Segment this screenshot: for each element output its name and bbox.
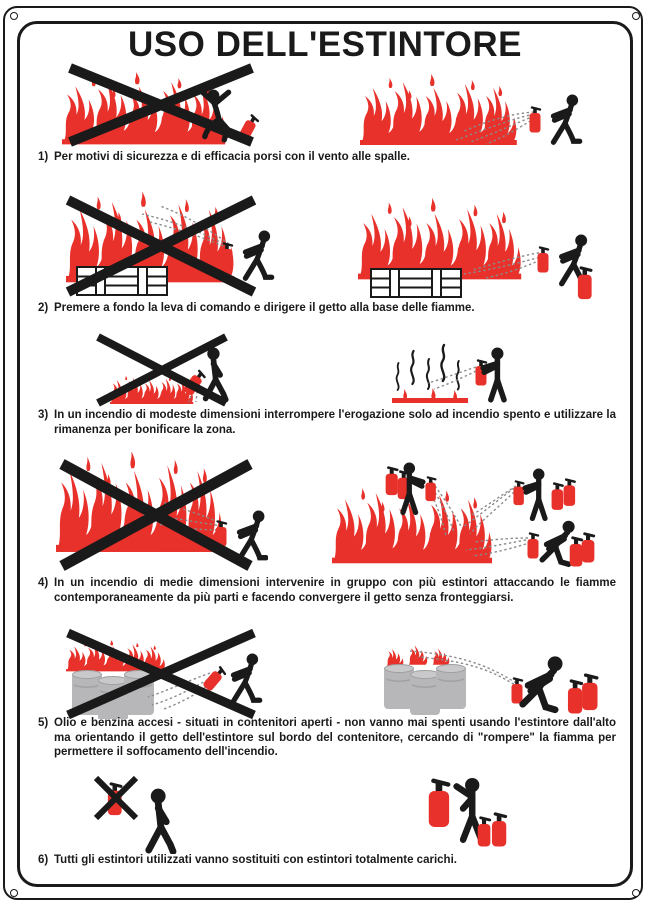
- step-2-correct-illustration: [348, 190, 598, 300]
- operator-person-icon: [240, 511, 266, 559]
- step-1-caption: [38, 150, 616, 165]
- step-4-caption: [38, 576, 616, 605]
- extinguisher-icon: [513, 481, 523, 505]
- spare-extinguisher-icon: [582, 675, 597, 710]
- oil-barrel-icon: [384, 665, 414, 710]
- step-6-wrong-illustration: [80, 772, 205, 854]
- step-2-wrong-illustration: [58, 190, 280, 300]
- step-text: Olio e benzina accesi - situati in contenitori aperti - non vanno mai spenti usando l'estintore dall'alto ma orientando il getto dell'estintore sul bordo del contenitore, cercando di "rompere" la fiamma per permettere il soffocamento dell'incendio.: [54, 717, 616, 758]
- step-1-correct-illustration: [358, 62, 596, 148]
- spray-jet: [428, 367, 476, 389]
- extinguisher-icon: [512, 679, 523, 704]
- spare-extinguisher-icon: [492, 814, 506, 847]
- spare-extinguisher-icon: [478, 818, 491, 847]
- spare-extinguisher-icon: [564, 480, 576, 506]
- flames-icon: [358, 198, 521, 280]
- step-text: Premere a fondo la leva di comando e dirigere il getto alla base delle fiamme.: [54, 302, 475, 314]
- operator-person-icon: [525, 469, 545, 519]
- step-number: 5): [38, 717, 49, 729]
- oil-barrel-icon: [436, 665, 466, 710]
- step-2-caption: [38, 301, 616, 316]
- step-text: Per motivi di sicurezza e di efficacia porsi con il vento alle spalle.: [54, 151, 410, 163]
- operator-person-icon: [245, 231, 271, 279]
- step-6-correct-illustration: [420, 772, 515, 854]
- mounting-hole-bottom-right: [632, 889, 640, 897]
- flames-icon: [360, 74, 517, 145]
- step-number: 4): [38, 577, 49, 589]
- step-number: 3): [38, 409, 49, 421]
- spare-extinguisher-icon: [582, 534, 595, 563]
- step-number: 6): [38, 854, 49, 866]
- step-3-wrong-illustration: [88, 333, 253, 407]
- step-3-caption: [38, 408, 616, 437]
- operator-person-icon: [523, 656, 563, 709]
- extinguisher-icon: [538, 248, 549, 273]
- sign-title: USO DELL'ESTINTORE: [128, 25, 522, 64]
- operator-person-icon: [233, 654, 259, 702]
- step-5-wrong-illustration: [52, 627, 270, 719]
- step-4-correct-illustration: [328, 452, 600, 574]
- spare-extinguisher-icon: [386, 468, 398, 496]
- step-4-wrong-illustration: [50, 452, 268, 574]
- step-number: 1): [38, 151, 49, 163]
- spare-extinguisher-icon: [570, 538, 583, 567]
- step-3-correct-illustration: [378, 333, 528, 407]
- full-extinguisher-icon: [429, 781, 449, 827]
- operator-person-icon: [553, 95, 579, 143]
- wood-pallet-icon: [371, 269, 461, 297]
- walking-person-icon: [149, 789, 173, 852]
- operator-person-icon: [483, 348, 504, 400]
- step-6-caption: [38, 853, 616, 868]
- person-placing-icon: [457, 778, 482, 840]
- step-number: 2): [38, 302, 49, 314]
- mounting-hole-bottom-left: [10, 889, 18, 897]
- step-1-wrong-illustration: [56, 62, 271, 148]
- spare-extinguisher-icon: [568, 681, 582, 714]
- extinguisher-icon: [528, 534, 539, 559]
- step-5-caption: [38, 716, 616, 760]
- extinguisher-icon: [530, 108, 541, 133]
- oil-barrel-icon: [410, 671, 440, 716]
- mounting-hole-top-left: [10, 12, 18, 20]
- step-text: In un incendio di modeste dimensioni interrompere l'erogazione solo ad incendio spento e utilizzare la rimanenza per bonificare la zona.: [54, 409, 616, 436]
- step-5-correct-illustration: [370, 627, 602, 719]
- mounting-hole-top-right: [632, 12, 640, 20]
- step-text: In un incendio di medie dimensioni intervenire in gruppo con più estintori attaccando le fiamme contemporaneamente da più parti e facendo convergere il getto senza fronteggiarsi.: [54, 577, 616, 604]
- step-text: Tutti gli estintori utilizzati vanno sostituiti con estintori totalmente carichi.: [54, 854, 457, 866]
- smoke-icon: [397, 345, 459, 390]
- extinguisher-icon: [425, 477, 435, 501]
- spare-extinguisher-icon: [552, 484, 564, 510]
- extinguisher-icon: [202, 666, 226, 692]
